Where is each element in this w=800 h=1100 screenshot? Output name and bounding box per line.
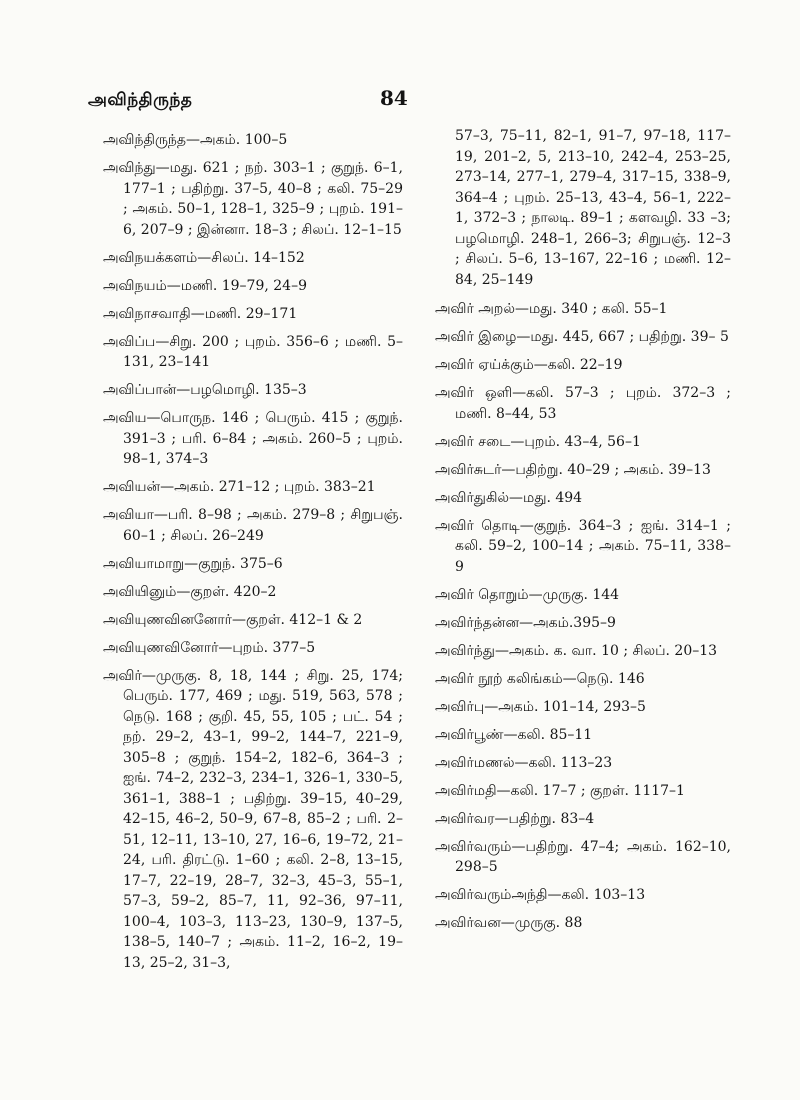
index-entry [103, 666, 403, 974]
entry-headword: அவிப்பான் [103, 382, 177, 398]
index-entry [427, 913, 731, 934]
index-entry [103, 582, 403, 603]
entry-references: —கலி. 17–7 ; குறள். 1117–1 [496, 782, 685, 799]
index-column-right [427, 126, 731, 941]
entry-references: —சிறு. 200 ; புறம். 356–6 ; மணி. 5–131, 23–141 [123, 333, 403, 370]
index-column-left [103, 130, 403, 981]
index-entry [427, 725, 731, 746]
entry-references: —கலி. 57–3 ; புறம். 372–3 ; மணி. 8–44, 53 [455, 385, 731, 422]
index-entry [103, 554, 403, 575]
entry-references: —அகம். க. வா. 10 ; சிலப். 20–13 [494, 642, 718, 659]
entry-references: —மது. 494 [509, 489, 583, 506]
entry-references: —கலி. 85–11 [503, 726, 593, 743]
entry-references: —குறள். 420–2 [176, 583, 277, 600]
entry-references: —அகம்.395–9 [519, 614, 616, 631]
entry-headword: அவிர்சுடர் [435, 461, 502, 478]
entry-references: —நெடு. 146 [562, 670, 645, 687]
entry-headword: அவிர்ந்து [435, 642, 495, 659]
entry-headword: அவியன் [103, 479, 161, 495]
entry-references: —முருகு. 8, 18, 144 ; சிறு. 25, 174; பெரும். 177, 469 ; மது. 519, 563, 578 ; நெடு. 168 ; குறி. 45, 55, 105 ; பட். 54 ; நற். 29–2, 43–1, 99–2, 144–7, 221–9, 305–8 ; குறுந். 154–2, 182–6, 364–3 ; ஐங். 74–2, 232–3, 234–1, 326–1, 330–5, 361–1, 388–1 ; பதிற்று. 39–15, 40–29, 42–15, 46–2, 50–9, 67–8, 85–2 ; பரி. 2–51, 12–11, 13–10, 27, 16–6, 19–72, 21–24, பரி. திரட்டு. 1–60 ; கலி. 2–8, 13–15, 17–7, 22–19, 28–7, 32–3, 45–3, 55–1, 57–3, 59–2, 85–7, 11, 92–36, 97–11, 100–4, 103–3, 113–23, 130–9, 137–5, 138–5, 140–7 ; அகம். 11–2, 16–2, 19–13, 25–2, 31–3, [123, 667, 403, 971]
index-entry [103, 638, 403, 659]
entry-references: —பதிற்று. 40–29 ; அகம். 39–13 [501, 461, 711, 478]
index-entry [103, 304, 403, 325]
entry-headword: அவிர்ந்தன்ன [435, 614, 520, 631]
entry-headword: அவியாமாறு [103, 555, 185, 572]
entry-references: —புறம். 43–4, 56–1 [510, 433, 641, 450]
index-entry [103, 130, 403, 151]
entry-headword: அவிர்மதி [435, 782, 497, 799]
index-entry [427, 488, 731, 509]
index-entry [103, 477, 403, 498]
index-entry [427, 516, 731, 578]
entry-references: —பதிற்று. 47–4; அகம். 162–10, 298–5 [455, 838, 731, 875]
index-entry [427, 585, 731, 606]
entry-headword: அவிநாசவாதி [103, 305, 191, 322]
index-entry [427, 885, 731, 906]
index-entry [427, 432, 731, 453]
entry-references: —அகம். 101–14, 293–5 [484, 698, 646, 715]
entry-headword: அவிநயம் [103, 277, 167, 294]
index-entry [427, 809, 731, 830]
entry-references: —கலி. 103–13 [547, 887, 646, 903]
index-entry [427, 697, 731, 718]
index-entry [427, 837, 731, 878]
entry-headword: அவியா [103, 507, 154, 523]
entry-references: —முருகு. 144 [528, 586, 620, 603]
index-entry [103, 158, 403, 240]
index-entry [103, 505, 403, 546]
entry-references: —கலி. 22–19 [533, 357, 623, 373]
entry-headword: அவிர் தொடி [435, 517, 520, 534]
entry-references: —மணி. 19–79, 24–9 [166, 277, 307, 294]
entry-headword: அவிப்ப [103, 333, 156, 350]
entry-headword: அவிர் நூற் கலிங்கம் [435, 670, 563, 687]
entry-references: —குறுந். 375–6 [184, 555, 283, 572]
entry-headword: அவிர் தொறும் [435, 586, 529, 603]
index-entry [103, 276, 403, 297]
entry-headword: அவிர்பு [435, 698, 485, 715]
entry-references: —பரி. 8–98 ; அகம். 279–8 ; சிறுபஞ். 60–1 ; சிலப். 26–249 [123, 507, 403, 544]
entry-references: —மது. 621 ; நற். 303–1 ; குறுந். 6–1, 177–1 ; பதிற்று. 37–5, 40–8 ; கலி. 75–29 ; அகம். 50–1, 128–1, 325–9 ; புறம். 191–6, 207–9 ; இன்னா. 18–3 ; சிலப். 12–1–15 [123, 160, 403, 238]
entry-headword: அவிர்வரும் [435, 838, 512, 855]
entry-headword: அவிந்து [103, 160, 156, 176]
index-entry [103, 408, 403, 470]
entry-headword: அவிர் ஏய்க்கும் [435, 357, 534, 373]
entry-references: —பழமொழி. 135–3 [176, 382, 307, 398]
entry-references: —மது. 340 ; கலி. 55–1 [514, 301, 668, 317]
entry-references: —புறம். 377–5 [218, 639, 316, 656]
entry-references: —பதிற்று. 83–4 [494, 810, 595, 827]
index-entry [427, 460, 731, 481]
entry-references: —குறுந். 364–3 ; ஐங். 314–1 ; கலி. 59–2, 100–14 ; அகம். 75–11, 338–9 [455, 517, 731, 575]
entry-headword: அவிர்வரும்அந்தி [435, 887, 548, 903]
entry-references: —முருகு. 88 [500, 915, 583, 931]
index-entry [427, 299, 731, 320]
entry-headword: அவிநயக்களம் [103, 249, 198, 266]
entry-headword: அவிர்மணல் [435, 754, 515, 771]
running-head: அவிந்திருந்த [88, 90, 193, 110]
index-entry [427, 641, 731, 662]
index-entry [427, 355, 731, 376]
entry-headword: அவிர்துகில் [435, 489, 510, 506]
entry-headword: அவியுணவினனோர் [103, 611, 232, 628]
entry-headword: அவிந்திருந்த [103, 132, 187, 148]
index-entry [427, 781, 731, 802]
entry-references: —மணி. 29–171 [190, 305, 298, 322]
entry-references: —சிலப். 14–152 [197, 249, 305, 266]
entry-headword: அவியுணவினோர் [103, 639, 219, 656]
entry-headword: அவிர் இழை [435, 329, 517, 345]
index-entry [427, 753, 731, 774]
entry-headword: அவிர் அறல் [435, 301, 515, 317]
entry-headword: அவியினும் [103, 583, 177, 600]
index-entry [103, 610, 403, 631]
entry-headword: அவிர் [103, 667, 142, 684]
index-entry [427, 126, 731, 290]
entry-references: 57–3, 75–11, 82–1, 91–7, 97–18, 117–19, 201–2, 5, 213–10, 242–4, 253–25, 273–14, 277–1, 279–4, 317–15, 338–9, 364–4 ; புறம். 25–13, 43–4, 56–1, 222–1, 372–3 ; நாலடி. 89–1 ; களவழி. 33 –3; பழமொழி. 248–1, 266–3; சிறுபஞ். 12–3 ; சிலப். 5–6, 13–167, 22–16 ; மணி. 12–84, 25–149 [455, 128, 731, 288]
index-entry [427, 669, 731, 690]
index-entry [427, 613, 731, 634]
entry-references: —அகம். 271–12 ; புறம். 383–21 [160, 479, 376, 495]
entry-headword: அவிர்வர [435, 810, 495, 827]
index-entry [103, 380, 403, 401]
page-number: 84 [380, 86, 408, 110]
entry-references: —கலி. 113–23 [514, 754, 613, 771]
entry-headword: அவிர்வன [435, 915, 501, 931]
index-entry [103, 248, 403, 269]
entry-headword: அவிர்பூண் [435, 726, 504, 743]
entry-references: —அகம். 100–5 [186, 132, 288, 148]
entry-headword: அவிய [103, 410, 147, 426]
index-entry [427, 327, 731, 348]
index-entry [427, 383, 731, 424]
entry-references: —குறள். 412–1 & 2 [231, 611, 363, 628]
entry-references: —மது. 445, 667 ; பதிற்று. 39– 5 [516, 329, 729, 345]
entry-references: —பொருந. 146 ; பெரும். 415 ; குறுந். 391–3 ; பரி. 6–84 ; அகம். 260–5 ; புறம். 98–1, 374–3 [123, 410, 403, 467]
entry-headword: அவிர் ஒளி [435, 385, 513, 401]
index-entry [103, 332, 403, 373]
entry-headword: அவிர் சடை [435, 433, 511, 450]
